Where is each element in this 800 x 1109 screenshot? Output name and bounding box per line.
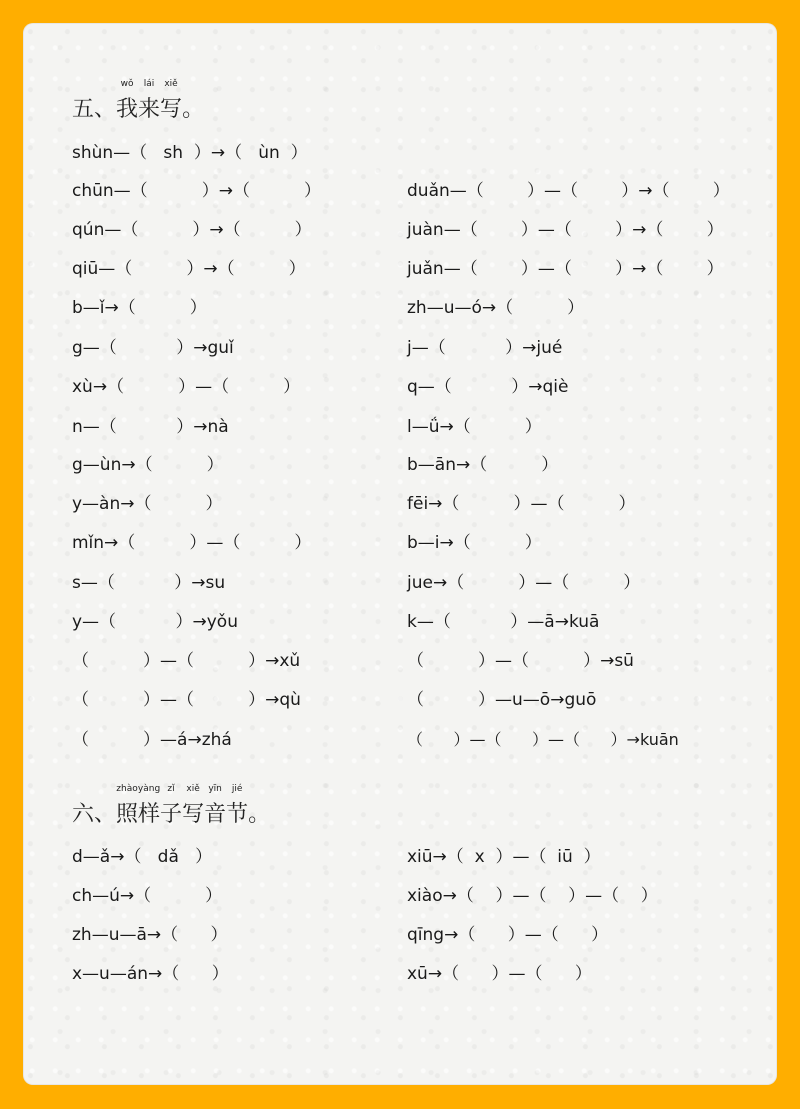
exercise-line[interactable]: xiū→（ x ）—（ iū ） [407, 847, 601, 867]
exercise-line[interactable]: juàn—（ ）—（ ）→（ ） [407, 220, 724, 240]
exercise-line[interactable]: （ ）—（ ）→qù [72, 690, 301, 710]
exercise-line[interactable]: xù→（ ）—（ ） [72, 377, 301, 397]
exercise-line[interactable]: （ ）—u—ō→guō [407, 690, 597, 710]
exercise-line[interactable]: qún—（ ）→（ ） [72, 220, 312, 240]
section-5-heading: 五、 wǒ 我 lái 来 xiě 写。 [72, 79, 205, 122]
exercise-line[interactable]: zh—u—ó→（ ） [407, 298, 585, 318]
exercise-line[interactable]: mǐn→（ ）—（ ） [72, 533, 312, 553]
exercise-line[interactable]: y—àn→（ ） [72, 494, 223, 514]
exercise-line[interactable]: n—（ ）→nà [72, 417, 229, 437]
exercise-line[interactable]: b—ān→（ ） [407, 455, 559, 475]
exercise-line[interactable]: g—（ ）→guǐ [72, 338, 234, 358]
heading-char: jié 节 [226, 784, 249, 827]
section-5-number: 五、 [72, 97, 117, 122]
heading-char: xiě 写 [182, 784, 205, 827]
exercise-line[interactable]: j—（ ）→jué [407, 338, 563, 358]
heading-char: xiě 写 [160, 79, 183, 122]
heading-char: yīn 音 [204, 784, 227, 827]
exercise-line[interactable]: ch—ú→（ ） [72, 886, 223, 906]
section-6-number: 六、 [72, 802, 117, 827]
heading-char: wǒ 我 [116, 79, 139, 122]
exercise-line[interactable]: （ ）—（ ）→sū [407, 651, 634, 671]
exercise-line[interactable]: g—ùn→（ ） [72, 455, 224, 475]
heading-char: lái 来 [138, 79, 161, 122]
exercise-line[interactable]: qīng→（ ）—（ ） [407, 925, 609, 945]
exercise-line[interactable]: （ ）—（ ）—（ ）→kuān [407, 730, 679, 749]
exercise-line[interactable]: jue→（ ）—（ ） [407, 573, 641, 593]
exercise-line[interactable]: chūn—（ ）→（ ） [72, 181, 321, 201]
exercise-line[interactable]: y—（ ）→yǒu [72, 612, 238, 632]
exercise-line[interactable]: l—ǘ→（ ） [407, 417, 542, 437]
exercise-line[interactable]: xū→（ ）—（ ） [407, 964, 592, 984]
heading-char: zhào 照 [116, 784, 139, 827]
exercise-line[interactable]: juǎn—（ ）—（ ）→（ ） [407, 259, 724, 279]
exercise-line[interactable]: d—ǎ→（ dǎ ） [72, 847, 213, 867]
exercise-line[interactable]: xiào→（ ）—（ ）—（ ） [407, 886, 658, 906]
exercise-line[interactable]: （ ）—（ ）→xǔ [72, 651, 301, 671]
exercise-line[interactable]: shùn—（ sh ）→（ ùn ） [72, 143, 308, 163]
exercise-line[interactable]: k—（ ）—ā→kuā [407, 612, 600, 632]
heading-char: yàng 样 [137, 784, 161, 827]
exercise-line[interactable]: b—i→（ ） [407, 533, 542, 553]
heading-char: zǐ 子 [160, 784, 183, 827]
exercise-line[interactable]: q—（ ）→qiè [407, 377, 569, 397]
section-6-heading: 六、 zhào 照 yàng 样 zǐ 子 xiě 写 yīn 音 jié 节。 [72, 784, 271, 827]
exercise-line[interactable]: fēi→（ ）—（ ） [407, 494, 636, 514]
exercise-line[interactable]: s—（ ）→su [72, 573, 226, 593]
exercise-line[interactable]: （ ）—á→zhá [72, 730, 232, 750]
exercise-line[interactable]: zh—u—ā→（ ） [72, 925, 228, 945]
exercise-line[interactable]: duǎn—（ ）—（ ）→（ ） [407, 181, 730, 201]
exercise-line[interactable]: x—u—án→（ ） [72, 964, 229, 984]
exercise-line[interactable]: qiū—（ ）→（ ） [72, 259, 306, 279]
exercise-line[interactable]: b—ǐ→（ ） [72, 298, 207, 318]
